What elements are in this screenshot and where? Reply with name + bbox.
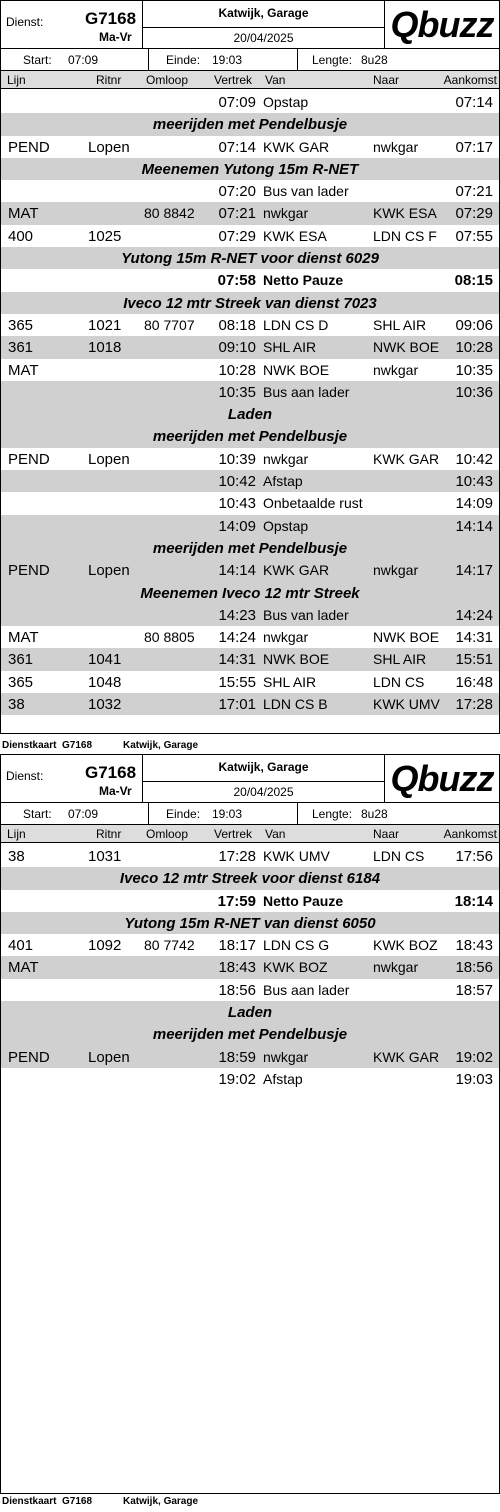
van-cell: KWK GAR: [263, 562, 330, 579]
van-cell: KWK UMV: [263, 848, 330, 864]
omloop-cell: 80 8805: [144, 629, 195, 646]
vertrek-cell: 14:31: [218, 651, 256, 669]
ritnr-cell: Lopen: [88, 138, 130, 156]
section-title-row: [1, 247, 499, 269]
van-cell: LDN CS D: [263, 316, 329, 333]
page-footer-2: [2, 1496, 302, 1510]
lijn-cell: 38: [8, 696, 25, 714]
van-cell: LDN CS B: [263, 696, 328, 713]
lijn-cell: 401: [8, 937, 34, 955]
naar-cell: LDN CS: [373, 848, 425, 864]
ritnr-cell: Lopen: [88, 450, 130, 468]
col-vertrek: Vertrek: [214, 73, 253, 87]
vertrek-cell: 10:39: [218, 450, 256, 468]
vertrek-cell: 09:10: [218, 339, 256, 357]
col-aankomst: Aankomst: [443, 827, 497, 841]
start-label: Start:: [23, 53, 52, 67]
card-header: [1, 1, 499, 49]
col-van: Van: [265, 73, 286, 87]
ritnr-cell: 1018: [88, 339, 122, 357]
aankomst-cell: 14:14: [455, 517, 493, 535]
vertrek-cell: 18:43: [218, 959, 256, 977]
footer-code: G7168: [62, 1496, 93, 1507]
aankomst-cell: 17:56: [455, 848, 493, 865]
aankomst-cell: 10:35: [455, 361, 493, 379]
qbuzz-logo: Qbuzz: [390, 4, 494, 45]
section-title-row: [1, 1023, 499, 1045]
vertrek-cell: 08:18: [218, 316, 256, 334]
naar-cell: KWK GAR: [373, 450, 440, 467]
van-cell: Opstap: [263, 517, 309, 534]
vertrek-cell: 07:09: [218, 94, 256, 111]
section-title: Laden: [227, 406, 273, 424]
vertrek-cell: 10:35: [218, 383, 256, 401]
section-title-row: [1, 403, 499, 425]
section-title-row: [1, 113, 499, 135]
schedule-row: [1, 559, 499, 581]
start-value: 07:09: [68, 807, 99, 821]
aankomst-cell: 07:21: [455, 183, 493, 201]
dienst-label: Dienst:: [6, 15, 44, 29]
naar-cell: KWK BOZ: [373, 937, 438, 954]
start-value: 07:09: [68, 53, 99, 67]
lijn-cell: 38: [8, 848, 25, 865]
naar-cell: SHL AIR: [373, 651, 427, 668]
section-title-row: [1, 425, 499, 447]
days-label: Ma-Vr: [99, 30, 132, 44]
schedule-row: [1, 604, 499, 626]
ritnr-cell: 1032: [88, 696, 122, 714]
schedule-row: [1, 1068, 499, 1090]
col-omloop: Omloop: [146, 827, 189, 841]
col-omloop: Omloop: [146, 73, 189, 87]
section-title-row: [1, 867, 499, 889]
naar-cell: KWK ESA: [373, 205, 437, 222]
schedule-row: [1, 979, 499, 1001]
section-title: meerijden met Pendelbusje: [152, 539, 348, 557]
pause-row: [1, 269, 499, 291]
lijn-cell: 365: [8, 316, 34, 334]
column-headers: [1, 825, 499, 843]
aankomst-cell: 16:48: [455, 673, 493, 691]
vertrek-cell: 14:09: [218, 517, 256, 535]
schedule-row: [1, 225, 499, 247]
vertrek-cell: 07:29: [218, 227, 256, 245]
card-header: [1, 755, 499, 803]
schedule-row: [1, 336, 499, 358]
col-naar: Naar: [373, 73, 400, 87]
van-cell: LDN CS G: [263, 937, 330, 954]
section-title: Yutong 15m R-NET van dienst 6050: [124, 914, 376, 932]
van-cell: Bus aan lader: [263, 981, 350, 998]
schedule-row: [1, 648, 499, 670]
van-cell: nwkgar: [263, 450, 309, 467]
dienstkaart-page-2: [0, 754, 500, 1494]
aankomst-cell: 18:57: [455, 981, 493, 999]
schedule-row: [1, 136, 499, 158]
date-label: 20/04/2025: [233, 31, 294, 45]
lijn-cell: MAT: [8, 361, 39, 379]
schedule-row: [1, 934, 499, 956]
section-title: Meenemen Yutong 15m R-NET: [141, 160, 359, 178]
aankomst-cell: 18:56: [455, 959, 493, 977]
vertrek-cell: 15:55: [218, 673, 256, 691]
ritnr-cell: 1048: [88, 673, 122, 691]
vertrek-cell: 18:17: [218, 937, 256, 955]
lijn-cell: 361: [8, 651, 34, 669]
naar-cell: SHL AIR: [373, 316, 427, 333]
footer-label: Dienstkaart: [2, 740, 57, 751]
location-title: Katwijk, Garage: [218, 6, 309, 20]
van-cell: SHL AIR: [263, 673, 317, 690]
lengte-value: 8u28: [361, 807, 388, 821]
vertrek-cell: 17:01: [218, 696, 256, 714]
vertrek-cell: 14:24: [218, 629, 256, 647]
naar-cell: nwkgar: [373, 138, 419, 155]
aankomst-cell: 18:14: [454, 892, 493, 910]
aankomst-cell: 14:17: [455, 562, 493, 580]
vertrek-cell: 07:20: [218, 183, 256, 201]
vertrek-cell: 10:42: [218, 473, 256, 491]
aankomst-cell: 14:09: [455, 495, 493, 513]
vertrek-cell: 18:59: [218, 1048, 256, 1066]
vertrek-cell: 14:23: [218, 606, 256, 624]
omloop-cell: 80 7707: [144, 316, 195, 333]
vertrek-cell: 18:56: [218, 981, 256, 999]
section-title: Meenemen Iveco 12 mtr Streek: [140, 584, 360, 602]
ritnr-cell: 1025: [88, 227, 122, 245]
lijn-cell: MAT: [8, 629, 39, 647]
van-cell: NWK BOE: [263, 651, 330, 668]
section-title-row: [1, 292, 499, 314]
vertrek-cell: 07:21: [218, 205, 256, 223]
section-title: meerijden met Pendelbusje: [152, 116, 348, 134]
aankomst-cell: 10:28: [455, 339, 493, 357]
col-ritnr: Ritnr: [96, 827, 122, 841]
schedule-row: [1, 1046, 499, 1068]
naar-cell: KWK GAR: [373, 1048, 440, 1065]
schedule-row: [1, 515, 499, 537]
shift-times: [1, 803, 499, 825]
van-cell: Afstap: [263, 1070, 303, 1087]
section-title-row: [1, 582, 499, 604]
page-footer-1: [2, 740, 302, 754]
ritnr-cell: Lopen: [88, 562, 130, 580]
aankomst-cell: 14:24: [455, 606, 493, 624]
vertrek-cell: 14:14: [218, 562, 256, 580]
lijn-cell: PEND: [8, 450, 50, 468]
start-label: Start:: [23, 807, 52, 821]
einde-label: Einde:: [166, 53, 201, 67]
col-ritnr: Ritnr: [96, 73, 122, 87]
omloop-cell: 80 7742: [144, 937, 195, 954]
col-lijn: Lijn: [7, 827, 26, 841]
aankomst-cell: 15:51: [455, 651, 493, 669]
vertrek-cell: 10:43: [218, 495, 256, 513]
aankomst-cell: 10:36: [455, 383, 493, 401]
dienst-code: G7168: [85, 9, 137, 28]
footer-label: Dienstkaart: [2, 1496, 57, 1507]
shift-times: [1, 49, 499, 71]
naar-cell: nwkgar: [373, 959, 419, 976]
footer-place: Katwijk, Garage: [123, 740, 199, 751]
naar-cell: NWK BOE: [373, 629, 440, 646]
vertrek-cell: 17:28: [218, 848, 256, 865]
naar-cell: NWK BOE: [373, 339, 440, 356]
schedule-row: [1, 956, 499, 978]
van-cell: nwkgar: [263, 629, 309, 646]
van-cell: Bus van lader: [263, 606, 349, 623]
schedule-row: [1, 359, 499, 381]
column-headers: [1, 71, 499, 89]
aankomst-cell: 08:15: [454, 272, 493, 290]
qbuzz-logo: Qbuzz: [390, 758, 494, 799]
naar-cell: nwkgar: [373, 361, 419, 378]
aankomst-cell: 09:06: [455, 316, 493, 334]
section-title: meerijden met Pendelbusje: [152, 428, 348, 446]
section-title-row: [1, 1001, 499, 1023]
van-cell: SHL AIR: [263, 339, 317, 356]
einde-label: Einde:: [166, 807, 201, 821]
dienst-label: Dienst:: [6, 769, 44, 783]
einde-value: 19:03: [212, 53, 243, 67]
lengte-label: Lengte:: [312, 807, 353, 821]
vertrek-cell: 19:02: [218, 1070, 256, 1088]
van-cell: Onbetaalde rust: [263, 495, 363, 512]
col-vertrek: Vertrek: [214, 827, 253, 841]
section-title-row: [1, 537, 499, 559]
lijn-cell: 400: [8, 227, 34, 245]
aankomst-cell: 18:43: [455, 937, 493, 955]
ritnr-cell: 1092: [88, 937, 122, 955]
col-lijn: Lijn: [7, 73, 26, 87]
van-cell: Afstap: [263, 473, 303, 490]
ritnr-cell: Lopen: [88, 1048, 130, 1066]
footer-code: G7168: [62, 740, 93, 751]
schedule-row: [1, 91, 499, 113]
col-van: Van: [265, 827, 286, 841]
col-naar: Naar: [373, 827, 400, 841]
lijn-cell: PEND: [8, 562, 50, 580]
aankomst-cell: 07:14: [455, 94, 493, 111]
lijn-cell: 365: [8, 673, 34, 691]
schedule-row: [1, 845, 499, 867]
days-label: Ma-Vr: [99, 784, 132, 798]
section-title-row: [1, 912, 499, 934]
aankomst-cell: 19:02: [455, 1048, 493, 1066]
section-title: Iveco 12 mtr Streek voor dienst 6184: [119, 870, 381, 888]
van-cell: Opstap: [263, 94, 309, 110]
schedule-row: [1, 470, 499, 492]
dienstkaart-page-1: [0, 0, 500, 734]
aankomst-cell: 10:43: [455, 473, 493, 491]
aankomst-cell: 10:42: [455, 450, 493, 468]
schedule-row: [1, 693, 499, 715]
schedule-rows: [1, 89, 499, 715]
schedule-row: [1, 671, 499, 693]
lijn-cell: MAT: [8, 205, 39, 223]
aankomst-cell: 17:28: [455, 696, 493, 714]
schedule-row: [1, 626, 499, 648]
van-cell: Bus aan lader: [263, 383, 350, 400]
van-cell: nwkgar: [263, 205, 309, 222]
vertrek-cell: 10:28: [218, 361, 256, 379]
aankomst-cell: 07:29: [455, 205, 493, 223]
lengte-label: Lengte:: [312, 53, 353, 67]
pause-row: [1, 890, 499, 912]
van-cell: Netto Pauze: [263, 892, 344, 909]
aankomst-cell: 14:31: [455, 629, 493, 647]
section-title: Laden: [227, 1004, 273, 1022]
van-cell: KWK GAR: [263, 138, 330, 155]
aankomst-cell: 07:17: [455, 138, 493, 156]
van-cell: nwkgar: [263, 1048, 309, 1065]
lengte-value: 8u28: [361, 53, 388, 67]
omloop-cell: 80 8842: [144, 205, 195, 222]
location-title: Katwijk, Garage: [218, 760, 309, 774]
van-cell: KWK BOZ: [263, 959, 328, 976]
schedule-row: [1, 202, 499, 224]
section-title: Yutong 15m R-NET voor dienst 6029: [121, 250, 379, 268]
vertrek-cell: 07:14: [218, 138, 256, 156]
naar-cell: KWK UMV: [373, 696, 440, 713]
section-title-row: [1, 158, 499, 180]
ritnr-cell: 1031: [88, 848, 122, 865]
schedule-rows: [1, 843, 499, 1090]
dienst-code: G7168: [85, 763, 137, 782]
van-cell: Bus van lader: [263, 183, 349, 200]
schedule-row: [1, 180, 499, 202]
aankomst-cell: 19:03: [455, 1070, 493, 1088]
naar-cell: LDN CS: [373, 673, 425, 690]
schedule-row: [1, 381, 499, 403]
ritnr-cell: 1021: [88, 316, 122, 334]
naar-cell: nwkgar: [373, 562, 419, 579]
col-aankomst: Aankomst: [443, 73, 497, 87]
schedule-row: [1, 448, 499, 470]
date-label: 20/04/2025: [233, 785, 294, 799]
section-title: Iveco 12 mtr Streek van dienst 7023: [123, 294, 377, 312]
einde-value: 19:03: [212, 807, 243, 821]
section-title: meerijden met Pendelbusje: [152, 1026, 348, 1044]
vertrek-cell: 17:59: [217, 892, 256, 910]
ritnr-cell: 1041: [88, 651, 122, 669]
lijn-cell: 361: [8, 339, 34, 357]
lijn-cell: PEND: [8, 138, 50, 156]
schedule-row: [1, 314, 499, 336]
lijn-cell: MAT: [8, 959, 39, 977]
vertrek-cell: 07:58: [217, 272, 256, 290]
naar-cell: LDN CS F: [373, 227, 437, 244]
van-cell: KWK ESA: [263, 227, 327, 244]
footer-place: Katwijk, Garage: [123, 1496, 199, 1507]
van-cell: Netto Pauze: [263, 272, 344, 289]
van-cell: NWK BOE: [263, 361, 330, 378]
schedule-row: [1, 492, 499, 514]
lijn-cell: PEND: [8, 1048, 50, 1066]
aankomst-cell: 07:55: [455, 227, 493, 245]
